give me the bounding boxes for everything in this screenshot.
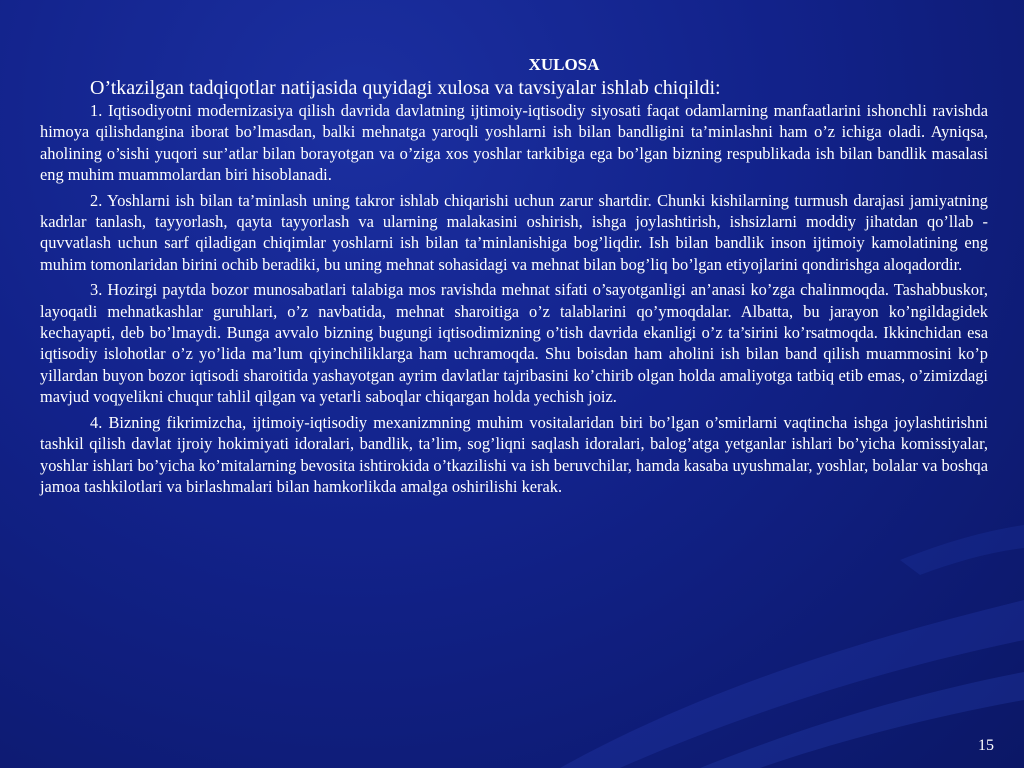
conclusion-paragraph-1: 1. Iqtisodiyotni modernizasiya qilish davrida davlatning ijtimoiy-iqtisodiy siyosati faqat odamlarning manfaatlarini ishonchli ravishda himoya qilishdangina iborat bo’lmasdan, balki mehnatga yaroqli yoshlarni ish bilan bandligini ta’minlashni ham o’z ichiga oladi. Ayniqsa, aholining o’sishi yuqori sur’atlar bilan borayotgan va o’ziga xos yoshlar tarkibiga ega bo’lgan bizning respublikada ish bilan bandlik masalasi eng muhim muammolardan biri hisoblanadi.: [40, 101, 988, 185]
conclusion-paragraph-4: 4. Bizning fikrimizcha, ijtimoiy-iqtisodiy mexanizmning muhim vositalaridan biri bo’lgan o’smirlarni vaqtincha ishga joylashtirishni tashkil qilish davlat ijroiy hokimiyati idoralari, bandlik, ta’lim, sog’liqni saqlash idoralari, balog’atga yetganlar ishlari bo’yicha komissiyalar, yoshlar ishlari bo’yicha ko’mitalarning bevosita ishtirokida o’tkazilishi va ish beruvchilar, hamda kasaba uyushmalar, yoshlar, bolalar va boshqa jamoa tashkilotlari va birlashmalari bilan hamkorlikda amalga oshirilishi kerak.: [40, 412, 988, 496]
intro-sentence: O’tkazilgan tadqiqotlar natijasida quyidagi xulosa va tavsiyalar ishlab chiqildi:: [90, 77, 721, 99]
page-number: 15: [978, 737, 994, 754]
conclusion-paragraph-2: 2. Yoshlarni ish bilan ta’minlash uning takror ishlab chiqarishi uchun zarur shartdir. Chunki kishilarning turmush darajasi jamiyatning kadrlar tanlash, tayyorlash, qayta tayyorlash va ularning malakasini oshirish, ishga joylashtirish, ishsizlarni moddiy jihatdan qo’llab - quvvatlash uchun sarf qiladigan chiqimlar yoshlarni ish bilan ta’minlanishiga bog’liqdir. Ish bilan bandlik inson ijtimoiy kamolatining eng muhim tomonlaridan birini ochib beradiki, bu uning mehnat sohasidagi va mehnat bilan bog’liq bo’lgan etiyojlarini qondirishga aloqadordir.: [40, 190, 988, 274]
slide-title: XULOSA: [528, 55, 600, 74]
slide-content: [40, 54, 988, 501]
conclusion-paragraph-3: 3. Hozirgi paytda bozor munosabatlari talabiga mos ravishda mehnat sifati o’sayotganligi an’anasi ko’zga chalinmoqda. Tashabbuskor, layoqatli mehnatkashlar guruhlari, o’z navbatida, mehnat sharoitiga o’z talablarini qo’ymoqdalar. Albatta, bu jarayon ko’ngildagidek kechayapti, deb bo’lmaydi. Bunga avvalo bizning bugungi iqtisodimizning o’tish davrida ekanligi o’z ta’sirini ko’rsatmoqda. Ikkinchidan esa iqtisodiy islohotlar o’z yo’lida ma’lum qiyinchiliklarga ham uchramoqda. Shu boisdan ham aholini ish bilan band qilish muammosini ko’p yillardan buyon bozor iqtisodi sharoitida yashayotgan ayrim davlatlar tajribasini ko’chirib olgan holda amaliyotga tatbiq etib emas, o’zimizdagi mavjud voqyelikni chuqur tahlil qilgan va yetarli saboqlar chiqargan holda yechish joiz.: [40, 280, 988, 407]
